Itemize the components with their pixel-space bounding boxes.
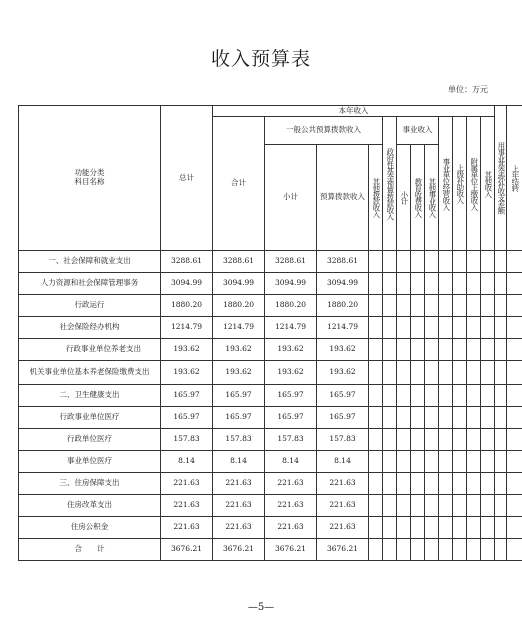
cell-heji: 3676.21 — [213, 539, 265, 561]
cell-xiaoji: 3094.99 — [265, 273, 317, 295]
cell-yusuan: 221.63 — [317, 473, 369, 495]
cell-total: 193.62 — [161, 361, 213, 385]
table-row — [19, 385, 522, 407]
table-row-total — [19, 539, 522, 561]
table-row — [19, 273, 522, 295]
header-business-income: 事业收入 — [397, 117, 439, 145]
cell-total: 193.62 — [161, 339, 213, 361]
cell-heji: 1880.20 — [213, 295, 265, 317]
table-row — [19, 251, 522, 273]
header-gov-fund: 政府性基金预算拨款收入 — [383, 117, 397, 251]
document-title: 收入预算表 — [210, 48, 311, 70]
cell-total: 3288.61 — [161, 251, 213, 273]
cell-heji: 193.62 — [213, 361, 265, 385]
cell-total: 221.63 — [161, 473, 213, 495]
cell-total: 165.97 — [161, 385, 213, 407]
table-row — [19, 407, 522, 429]
table-row — [19, 317, 522, 339]
cell-total: 3676.21 — [161, 539, 213, 561]
cell-heji: 8.14 — [213, 451, 265, 473]
cell-total: 8.14 — [161, 451, 213, 473]
row-label-total: 合 计 — [19, 539, 161, 561]
cell-total: 1214.79 — [161, 317, 213, 339]
cell-yusuan: 193.62 — [317, 339, 369, 361]
cell-yusuan: 221.63 — [317, 517, 369, 539]
header-operating-income: 事业单位经营收入 — [439, 117, 453, 251]
cell-total: 221.63 — [161, 517, 213, 539]
header-business-subtotal: 小计 — [397, 145, 411, 251]
unit-label: 单位：万元 — [448, 85, 488, 94]
cell-xiaoji: 165.97 — [265, 385, 317, 407]
header-other-appropriation: 其他拨款收入 — [369, 145, 383, 251]
cell-heji: 221.63 — [213, 517, 265, 539]
row-label: 事业单位医疗 — [19, 451, 161, 473]
cell-xiaoji: 3676.21 — [265, 539, 317, 561]
cell-yusuan: 165.97 — [317, 407, 369, 429]
header-fund-balance: 用事业基金弥补收支差额 — [495, 106, 507, 251]
table-row — [19, 517, 522, 539]
cell-heji: 221.63 — [213, 495, 265, 517]
cell-yusuan: 8.14 — [317, 451, 369, 473]
cell-xiaoji: 1214.79 — [265, 317, 317, 339]
row-label: 住房改革支出 — [19, 495, 161, 517]
cell-total: 1880.20 — [161, 295, 213, 317]
row-label: 人力资源和社会保障管理事务 — [19, 273, 161, 295]
table-row — [19, 495, 522, 517]
row-label: 机关事业单位基本养老保险缴费支出 — [19, 361, 161, 385]
cell-total: 157.83 — [161, 429, 213, 451]
cell-heji: 1214.79 — [213, 317, 265, 339]
cell-heji: 3288.61 — [213, 251, 265, 273]
cell-heji: 221.63 — [213, 473, 265, 495]
cell-xiaoji: 3288.61 — [265, 251, 317, 273]
header-carryover: 上年结转 — [507, 106, 522, 251]
cell-xiaoji: 8.14 — [265, 451, 317, 473]
row-label: 三、住房保障支出 — [19, 473, 161, 495]
page-number: —5— — [247, 602, 275, 613]
header-superior-subsidy: 上级补助收入 — [453, 117, 467, 251]
cell-yusuan: 3288.61 — [317, 251, 369, 273]
cell-xiaoji: 221.63 — [265, 495, 317, 517]
cell-heji: 165.97 — [213, 407, 265, 429]
header-xiaoji: 小计 — [265, 145, 317, 251]
cell-xiaoji: 221.63 — [265, 473, 317, 495]
cell-heji: 157.83 — [213, 429, 265, 451]
row-label: 行政事业单位医疗 — [19, 407, 161, 429]
row-label: 行政事业单位养老支出 — [19, 339, 161, 361]
header-other-business: 其他事业收入 — [425, 145, 439, 251]
header-education-fee: 教育收费收入 — [411, 145, 425, 251]
table-row — [19, 339, 522, 361]
cell-xiaoji: 1880.20 — [265, 295, 317, 317]
table-row — [19, 361, 522, 385]
cell-yusuan: 193.62 — [317, 361, 369, 385]
cell-xiaoji: 193.62 — [265, 339, 317, 361]
header-general-public: 一般公共预算拨款收入 — [265, 117, 383, 145]
cell-yusuan: 157.83 — [317, 429, 369, 451]
table-row — [19, 451, 522, 473]
header-affiliated-income: 附属单位上缴收入 — [467, 117, 481, 251]
row-label: 行政单位医疗 — [19, 429, 161, 451]
table-row — [19, 295, 522, 317]
cell-xiaoji: 157.83 — [265, 429, 317, 451]
cell-yusuan: 221.63 — [317, 495, 369, 517]
table-row — [19, 429, 522, 451]
cell-yusuan: 165.97 — [317, 385, 369, 407]
row-label: 社会保险经办机构 — [19, 317, 161, 339]
cell-yusuan: 3676.21 — [317, 539, 369, 561]
cell-xiaoji: 193.62 — [265, 361, 317, 385]
header-budget-appropriation: 预算拨款收入 — [317, 145, 369, 251]
row-label: 一、社会保障和就业支出 — [19, 251, 161, 273]
header-func-col — [19, 106, 161, 251]
cell-yusuan: 3094.99 — [317, 273, 369, 295]
header-func-text: 功能分类 科目名称 — [74, 168, 105, 186]
row-label: 行政运行 — [19, 295, 161, 317]
cell-total: 165.97 — [161, 407, 213, 429]
header-this-year: 本年收入 — [213, 106, 495, 117]
income-budget-table — [18, 105, 522, 561]
row-label: 二、卫生健康支出 — [19, 385, 161, 407]
cell-heji: 165.97 — [213, 385, 265, 407]
cell-yusuan: 1214.79 — [317, 317, 369, 339]
cell-yusuan: 1880.20 — [317, 295, 369, 317]
cell-total: 221.63 — [161, 495, 213, 517]
row-label: 住房公积金 — [19, 517, 161, 539]
cell-xiaoji: 165.97 — [265, 407, 317, 429]
header-heji: 合计 — [213, 117, 265, 251]
header-total: 总计 — [161, 106, 213, 251]
table-row — [19, 473, 522, 495]
header-other-income: 其他收入 — [481, 117, 495, 251]
cell-total: 3094.99 — [161, 273, 213, 295]
cell-heji: 193.62 — [213, 339, 265, 361]
cell-xiaoji: 221.63 — [265, 517, 317, 539]
cell-heji: 3094.99 — [213, 273, 265, 295]
